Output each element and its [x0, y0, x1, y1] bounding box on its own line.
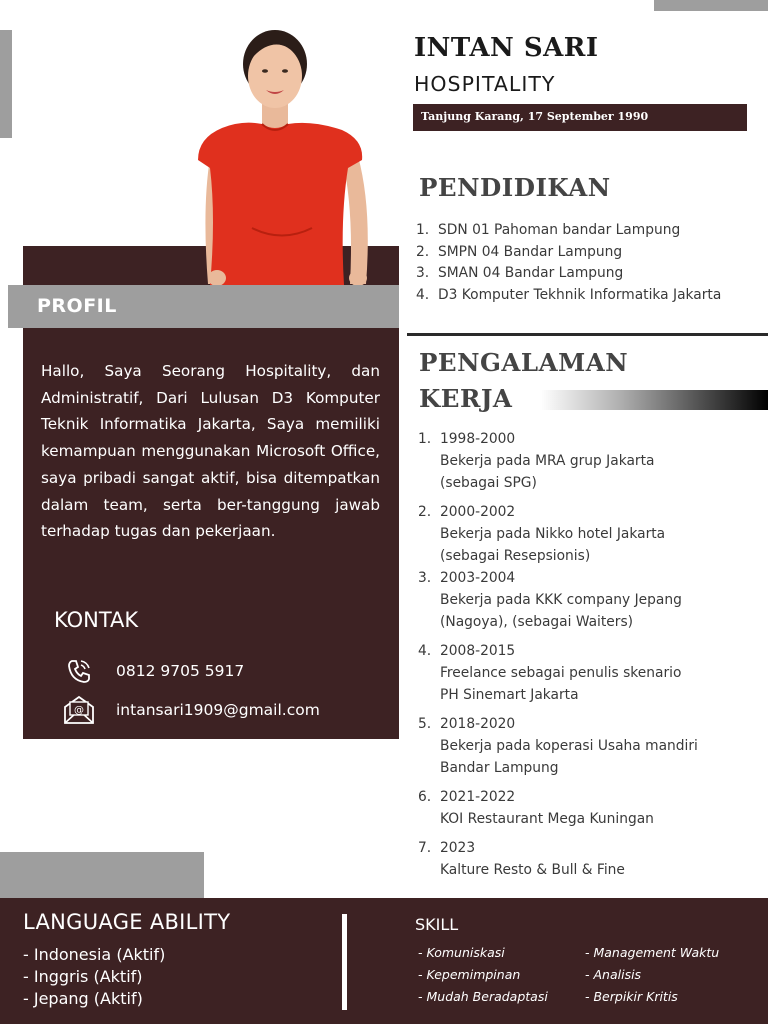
phone-icon	[62, 656, 96, 686]
experience-heading-line1: PENGALAMAN	[419, 348, 629, 377]
decorative-grey-bar-left	[0, 30, 12, 138]
candidate-role: HOSPITALITY	[414, 72, 556, 96]
list-item: - Berpikir Kritis	[585, 989, 678, 1004]
vertical-divider	[342, 914, 347, 1010]
contact-heading: KONTAK	[54, 608, 139, 632]
list-item: 1. SDN 01 Pahoman bandar Lampung	[416, 222, 681, 238]
list-item: - Kepemimpinan	[418, 967, 521, 982]
list-item: - Jepang (Aktif)	[23, 989, 143, 1008]
experience-item: 5. 2018-2020 Bekerja pada koperasi Usaha mandiri Bandar Lampung	[418, 716, 698, 776]
list-item: - Komuniskasi	[418, 945, 505, 960]
profile-summary: Hallo, Saya Seorang Hospitality, dan Administratif, Dari Lulusan D3 Komputer Teknik Informatika Jakarta, Saya memiliki kemampuan menggunakan Microsoft Office, saya pribadi sangat aktif, bisa ditempatkan dalam team, serta ber-tanggung jawab terhadap tugas dan pekerjaan.	[41, 362, 380, 541]
contact-email[interactable]: intansari1909@gmail.com	[116, 701, 320, 719]
profile-heading: PROFIL	[37, 295, 117, 317]
experience-item: 1. 1998-2000 Bekerja pada MRA grup Jakarta (sebagai SPG)	[418, 431, 655, 491]
list-item: 2. SMPN 04 Bandar Lampung	[416, 243, 623, 260]
profile-photo	[182, 28, 392, 285]
skill-heading: SKILL	[415, 915, 459, 934]
contact-phone-row[interactable]	[62, 656, 382, 686]
experience-item: 4. 2008-2015 Freelance sebagai penulis skenario PH Sinemart Jakarta	[418, 643, 682, 703]
experience-item: 3. 2003-2004 Bekerja pada KKK company Jepang (Nagoya), (sebagai Waiters)	[418, 570, 682, 630]
list-item: - Analisis	[585, 967, 642, 982]
list-item: - Inggris (Aktif)	[23, 967, 143, 986]
birth-info: Tanjung Karang, 17 September 1990	[421, 110, 649, 123]
list-item: - Mudah Beradaptasi	[418, 989, 548, 1004]
section-divider	[407, 333, 768, 336]
list-item: - Indonesia (Aktif)	[23, 945, 166, 964]
experience-item: 6. 2021-2022 KOI Restaurant Mega Kuningan	[418, 789, 654, 827]
education-heading: PENDIDIKAN	[419, 173, 611, 202]
experience-heading-line2: KERJA	[419, 384, 513, 413]
contact-email-row[interactable]	[62, 695, 382, 725]
language-heading: LANGUAGE ABILITY	[23, 910, 231, 934]
svg-text:@: @	[74, 705, 84, 716]
list-item: 4. D3 Komputer Tekhnik Informatika Jakarta	[416, 287, 722, 304]
experience-item: 7. 2023 Kalture Resto & Bull & Fine	[418, 840, 625, 878]
candidate-name: INTAN SARI	[414, 33, 599, 63]
decorative-gradient-bar	[540, 390, 768, 410]
skill-list-right	[585, 942, 719, 1008]
list-item: 3. SMAN 04 Bandar Lampung	[416, 265, 624, 282]
language-list	[23, 944, 165, 1010]
email-icon	[62, 695, 96, 725]
contact-phone[interactable]: 0812 9705 5917	[116, 662, 245, 680]
education-list	[416, 220, 761, 307]
experience-item: 2. 2000-2002 Bekerja pada Nikko hotel Jakarta (sebagai Resepsionis)	[418, 504, 666, 564]
decorative-grey-bar-bottom	[0, 852, 204, 898]
decorative-grey-bar-top	[654, 0, 768, 11]
list-item: - Management Waktu	[585, 945, 720, 960]
skill-list-left	[418, 942, 548, 1008]
